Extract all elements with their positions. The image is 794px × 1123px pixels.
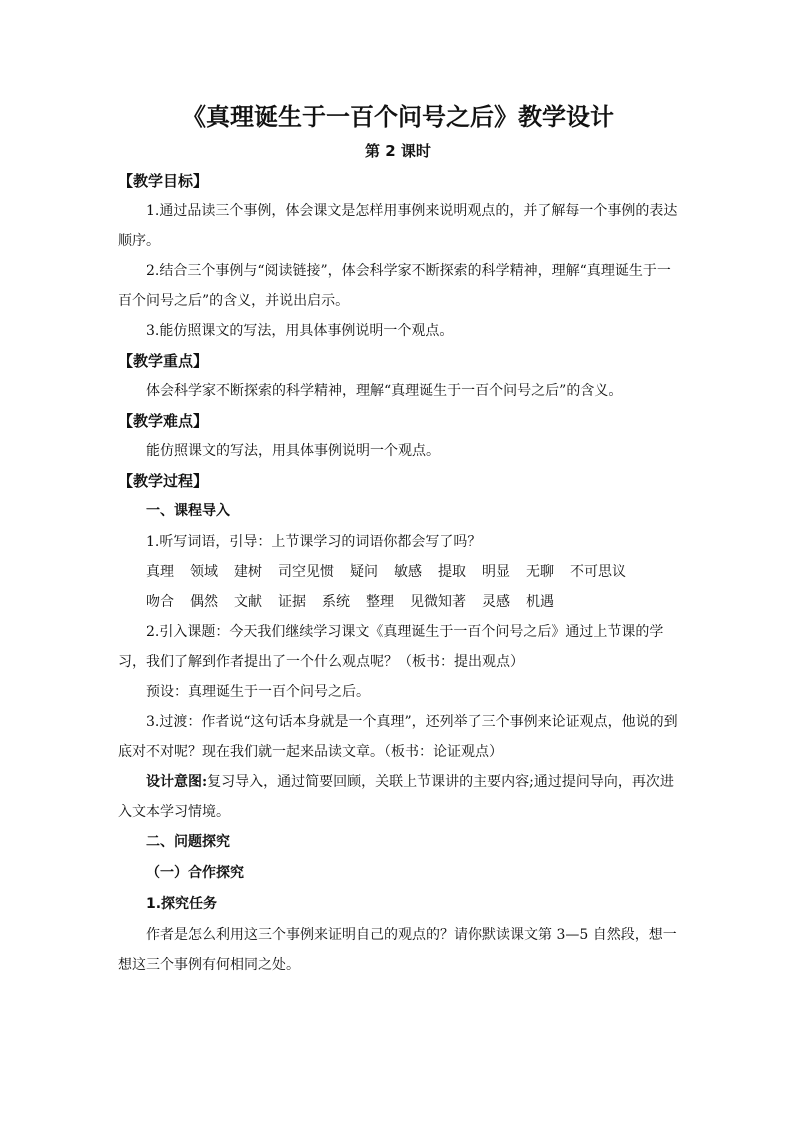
difficulty-text: 能仿照课文的写法，用具体事例说明一个观点。 [146,443,440,459]
design-intent [118,767,678,827]
sub-heading-cooperation: （一）合作探究 [146,865,244,881]
document-title: 《真理诞生于一百个问号之后》教学设计 [182,103,614,131]
document-body [118,100,678,980]
goal-item-2: 2.结合三个事例与“阅读链接”，体会科学家不断探索的科学精神，理解“真理诞生于一百个问号之后”的含义，并说出启示。 [118,263,671,309]
vocab-word: 不可思议 [570,564,626,580]
task-text: 作者是怎么利用这三个事例来证明自己的观点的？请你默读课文第 3—5 自然段，想一想这三个事例有何相同之处。 [118,927,677,973]
vocab-word: 吻合 [146,594,174,610]
vocab-word: 敏感 [394,564,422,580]
vocab-word: 机遇 [526,594,554,610]
vocab-word: 整理 [366,594,394,610]
vocab-word: 无聊 [526,564,554,580]
vocab-word: 提取 [438,564,466,580]
goal-item-1: 1.通过品读三个事例，体会课文是怎样用事例来说明观点的，并了解每一个事例的表达顺序。 [118,203,678,249]
key-point-text: 体会科学家不断探索的科学精神，理解“真理诞生于一百个问号之后”的含义。 [146,383,623,399]
lesson-period: 第 2 课时 [365,142,431,160]
intro-step-2: 2.引入课题：今天我们继续学习课文《真理诞生于一百个问号之后》通过上节课的学习，我们了解到作者提出了一个什么观点呢？（板书：提出观点） [118,624,664,670]
section-heading-goals: 【教学目标】 [118,172,209,190]
vocab-word: 见微知著 [410,594,466,610]
vocab-word: 建树 [234,564,262,580]
design-intent-text: 复习导入，通过简要回顾，关联上节课讲的主要内容;通过提问导向，再次进入文本学习情境。 [118,774,674,820]
vocab-word: 疑问 [350,564,378,580]
part-heading-inquiry: 二、问题探究 [146,834,230,850]
section-heading-difficulty: 【教学难点】 [118,412,209,430]
vocab-word: 文献 [234,594,262,610]
task-heading: 1.探究任务 [146,896,218,912]
vocab-word: 系统 [322,594,350,610]
vocab-word: 证据 [278,594,306,610]
section-heading-key: 【教学重点】 [118,352,209,370]
vocab-word: 真理 [146,564,174,580]
goal-item-3: 3.能仿照课文的写法，用具体事例说明一个观点。 [146,323,454,339]
intro-step-3: 3.过渡：作者说“这句话本身就是一个真理”，还列举了三个事例来论证观点，他说的到底对不对呢？现在我们就一起来品读文章。（板书：论证观点） [118,714,678,760]
intro-preset: 预设：真理诞生于一百个问号之后。 [146,684,370,700]
vocab-word: 灵感 [482,594,510,610]
vocab-row-2 [118,587,678,617]
section-heading-process: 【教学过程】 [118,472,209,490]
vocab-word: 明显 [482,564,510,580]
part-heading-intro: 一、课程导入 [146,503,230,519]
vocab-word: 领域 [190,564,218,580]
intro-step-1: 1.听写词语，引导：上节课学习的词语你都会写了吗？ [146,534,482,550]
vocab-row-1 [118,557,678,587]
vocab-word: 司空见惯 [278,564,334,580]
vocab-word: 偶然 [190,594,218,610]
design-intent-label: 设计意图: [146,774,208,790]
